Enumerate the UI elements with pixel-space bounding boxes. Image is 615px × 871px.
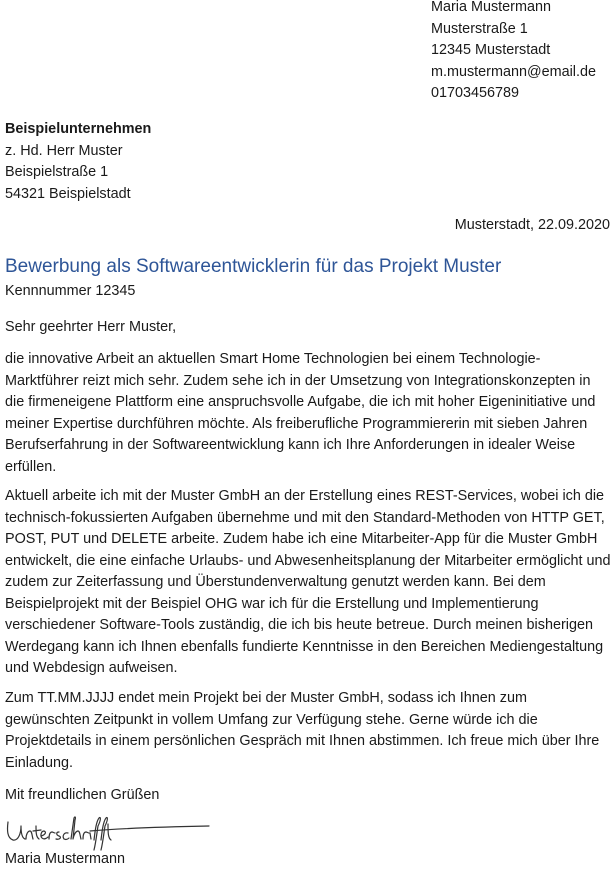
signer-name: Maria Mustermann <box>5 851 125 867</box>
sender-street: Musterstraße 1 <box>431 20 528 37</box>
sender-phone: 01703456789 <box>431 85 520 101</box>
body-paragraph-3: Zum TT.MM.JJJJ endet mein Projekt bei der Muster GmbH, sodass ich Ihnen zum gewünschten Zeitpunkt in vollem Umfang zur Verfügung stehe. Gerne würde ich die Projektdetails in einem persönlichen Gespräch mit Ihnen abstimmen. Ich freue mich über Ihre Einladung. <box>5 690 600 771</box>
closing-phrase: Mit freundlichen Grüßen <box>5 787 160 803</box>
date-line: Musterstadt, 22.09.2020 <box>454 217 610 233</box>
recipient-street: Beispielstraße 1 <box>5 164 109 180</box>
sender-city: 12345 Musterstadt <box>431 42 551 58</box>
body-paragraph-1: die innovative Arbeit an aktuellen Smart Home Technologien bei einem Technologie-Marktführer reizt mich sehr. Zudem sehe ich in der Umsetzung von Integrationskonzepten in die firmeneigene Plattform eine anspruchsvolle Aufgabe, die ich mit hoher Eigeninitiative und meiner Expertise durchführen möchte. Als freiberufliche Programmiererin mit sieben Jahren Berufserfahrung in der Softwareentwicklung kann ich Ihre Anforderungen in idealer Weise erfüllen. <box>5 351 596 475</box>
recipient-city: 54321 Beispielstadt <box>5 185 131 202</box>
sender-address-block <box>431 0 615 105</box>
recipient-company: Beispielunternehmen <box>5 121 152 137</box>
reference-number: Kennnummer 12345 <box>5 283 136 299</box>
letter-subject: Bewerbung als Softwareentwicklerin für das Projekt Muster <box>5 256 502 277</box>
body-paragraph-2: Aktuell arbeite ich mit der Muster GmbH an der Erstellung eines REST-Services, wobei ich die technisch-fokussierten Aufgaben übernehme und mit den Standard-Methoden von HTTP GET, POST, PUT und DELETE arbeite. Zudem habe ich eine Mitarbeiter-App für die Muster GmbH entwickelt, die eine einfache Urlaubs- und Abwesenheitsplanung der Mitarbeiter ermöglicht und zudem zur Zeiterfassung und Überstundenverwaltung genutzt werden kann. Bei dem Beispielprojekt mit der Beispiel OHG war ich für die Erstellung und Implementierung verschiedener Software-Tools zuständig, die ich bis heute betreue. Durch meinen bisherigen Werdegang kann ich Ihnen ebenfalls fundierte Kenntnisse in den Bereichen Mediengestaltung und Webdesign aufweisen. <box>5 488 611 676</box>
recipient-address-block <box>5 119 151 205</box>
sender-name: Maria Mustermann <box>431 0 551 15</box>
recipient-attention: z. Hd. Herr Muster <box>5 142 123 159</box>
salutation: Sehr geehrter Herr Muster, <box>5 319 177 335</box>
sender-email: m.mustermann@email.de <box>431 63 596 80</box>
handwritten-signature <box>4 812 214 854</box>
